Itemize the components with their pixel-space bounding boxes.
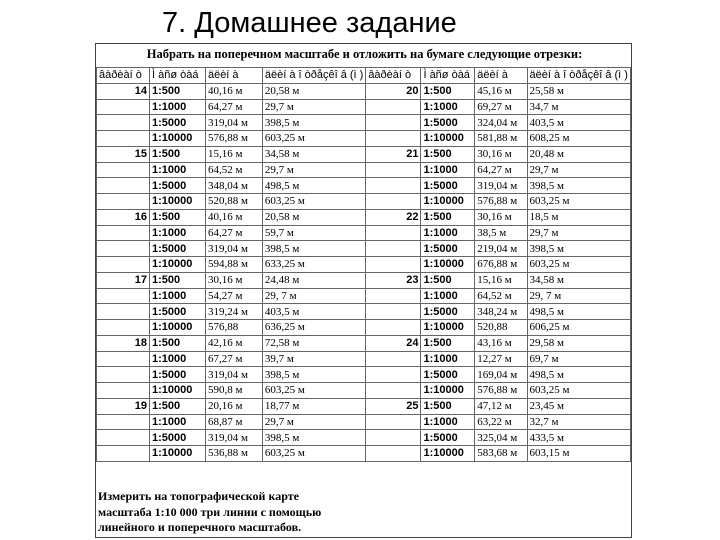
segment-length-2: 29,7 м	[262, 99, 365, 115]
scale-value: 1:500	[150, 83, 206, 99]
segment-length-2: 603,25 м	[527, 257, 631, 273]
segment-length-2: 606,25 м	[527, 320, 631, 336]
variant-number	[366, 351, 421, 367]
segment-length-2: 29,7 м	[262, 162, 365, 178]
variant-number: 25	[366, 398, 421, 414]
scale-value: 1:5000	[421, 304, 475, 320]
variant-number	[97, 194, 150, 210]
variant-number	[366, 414, 421, 430]
segment-length-2: 433,5 м	[527, 430, 631, 446]
table-row	[97, 430, 631, 446]
segment-length-2: 398,5 м	[262, 241, 365, 257]
scale-value: 1:1000	[150, 288, 206, 304]
segment-length-2: 20,58 м	[262, 83, 365, 99]
table-row	[97, 131, 631, 147]
table-row	[97, 304, 631, 320]
table-row	[97, 194, 631, 210]
scale-value: 1:5000	[150, 430, 206, 446]
variant-number: 15	[97, 146, 150, 162]
segment-length-1: 69,27 м	[475, 99, 527, 115]
scale-value: 1:10000	[421, 383, 475, 399]
variant-number	[366, 178, 421, 194]
header-scale-right: Ì àñø òàá	[421, 68, 475, 84]
segment-length-2: 603,25 м	[262, 383, 365, 399]
header-scale-left: Ì àñø òàá	[150, 68, 206, 84]
table-row	[97, 115, 631, 131]
segment-length-1: 348,24 м	[475, 304, 527, 320]
variant-number	[97, 304, 150, 320]
table-row	[97, 146, 631, 162]
variant-number	[97, 99, 150, 115]
variant-number	[97, 351, 150, 367]
segment-length-1: 15,16 м	[205, 146, 262, 162]
variant-number: 16	[97, 209, 150, 225]
assignment-heading: Набрать на поперечном масштабе и отложить на бумаге следующие отрезки:	[146, 47, 583, 61]
page-title: 7. Домашнее задание	[162, 7, 457, 39]
segment-length-1: 325,04 м	[475, 430, 527, 446]
segment-length-1: 64,27 м	[205, 99, 262, 115]
variant-number	[97, 383, 150, 399]
segment-length-2: 603,25 м	[262, 194, 365, 210]
header-length-left: äëèí à	[205, 68, 262, 84]
measurement-task: Измерить на топографической карте масштаба 1:10 000 три линии с помощью линейного и поперечного масштабов.	[98, 489, 322, 534]
segment-length-2: 18,5 м	[527, 209, 631, 225]
scale-value: 1:10000	[150, 320, 206, 336]
scale-value: 1:500	[421, 398, 475, 414]
variant-number	[97, 414, 150, 430]
segment-length-2: 29,58 м	[527, 335, 631, 351]
variant-number: 22	[366, 209, 421, 225]
segment-length-2: 498,5 м	[262, 178, 365, 194]
segment-length-2: 34,58 м	[262, 146, 365, 162]
segment-length-1: 583,68 м	[475, 446, 527, 462]
table-row	[97, 272, 631, 288]
variant-number	[366, 367, 421, 383]
variant-number	[97, 446, 150, 462]
table-row	[97, 99, 631, 115]
segment-length-1: 581,88 м	[475, 131, 527, 147]
scale-value: 1:5000	[150, 367, 206, 383]
segment-length-1: 20,16 м	[205, 398, 262, 414]
header-segment-lengths-right: äëèí à î òðåçêî â (ì )	[527, 68, 631, 84]
scale-value: 1:500	[150, 209, 206, 225]
segment-length-2: 603,25 м	[262, 131, 365, 147]
variant-number	[97, 430, 150, 446]
variant-number	[366, 320, 421, 336]
table-row	[97, 178, 631, 194]
scale-value: 1:10000	[421, 131, 475, 147]
variant-number	[366, 430, 421, 446]
segment-length-1: 40,16 м	[205, 83, 262, 99]
scale-value: 1:10000	[421, 320, 475, 336]
segment-length-2: 603,25 м	[527, 194, 631, 210]
segments-table	[96, 67, 631, 462]
segment-length-2: 23,45 м	[527, 398, 631, 414]
table-row	[97, 257, 631, 273]
segment-length-2: 29,7 м	[262, 414, 365, 430]
assignment-sheet	[95, 43, 632, 538]
segment-length-1: 64,27 м	[475, 162, 527, 178]
segment-length-1: 12,27 м	[475, 351, 527, 367]
segment-length-2: 398,5 м	[527, 241, 631, 257]
variant-number	[97, 241, 150, 257]
scale-value: 1:500	[150, 335, 206, 351]
scale-value: 1:5000	[421, 115, 475, 131]
segment-length-2: 18,77 м	[262, 398, 365, 414]
variant-number	[97, 115, 150, 131]
variant-number: 14	[97, 83, 150, 99]
segment-length-1: 536,88 м	[205, 446, 262, 462]
segment-length-2: 398,5 м	[527, 178, 631, 194]
segment-length-1: 576,88 м	[205, 131, 262, 147]
segment-length-1: 43,16 м	[475, 335, 527, 351]
variant-number	[366, 288, 421, 304]
header-length-right: äëèí à	[475, 68, 527, 84]
table-row	[97, 162, 631, 178]
scale-value: 1:500	[150, 146, 206, 162]
segment-length-2: 498,5 м	[527, 304, 631, 320]
segment-length-2: 34,7 м	[527, 99, 631, 115]
scale-value: 1:5000	[421, 430, 475, 446]
segment-length-1: 520,88	[475, 320, 527, 336]
variant-number	[97, 225, 150, 241]
segment-length-2: 603,15 м	[527, 446, 631, 462]
scale-value: 1:10000	[150, 194, 206, 210]
scale-value: 1:500	[421, 209, 475, 225]
scale-value: 1:1000	[421, 414, 475, 430]
segment-length-1: 47,12 м	[475, 398, 527, 414]
scale-value: 1:10000	[421, 257, 475, 273]
scale-value: 1:500	[421, 335, 475, 351]
scale-value: 1:5000	[421, 241, 475, 257]
header-variant-left: âàðèàí ò	[97, 68, 150, 84]
segment-length-1: 576,88 м	[475, 194, 527, 210]
table-row	[97, 225, 631, 241]
scale-value: 1:5000	[150, 241, 206, 257]
table-row	[97, 83, 631, 99]
segment-length-2: 29,7 м	[527, 225, 631, 241]
segment-length-1: 319,04 м	[475, 178, 527, 194]
variant-number: 18	[97, 335, 150, 351]
segment-length-2: 25,58 м	[527, 83, 631, 99]
table-row	[97, 398, 631, 414]
variant-number: 20	[366, 83, 421, 99]
segment-length-1: 54,27 м	[205, 288, 262, 304]
segment-length-1: 520,88 м	[205, 194, 262, 210]
segment-length-2: 72,58 м	[262, 335, 365, 351]
segment-length-2: 603,25 м	[527, 383, 631, 399]
segment-length-1: 64,52 м	[205, 162, 262, 178]
segment-length-1: 594,88 м	[205, 257, 262, 273]
segment-length-1: 63,22 м	[475, 414, 527, 430]
segment-length-1: 64,27 м	[205, 225, 262, 241]
scale-value: 1:500	[150, 398, 206, 414]
segment-length-2: 34,58 м	[527, 272, 631, 288]
scale-value: 1:10000	[150, 257, 206, 273]
segment-length-2: 636,25 м	[262, 320, 365, 336]
table-row	[97, 383, 631, 399]
variant-number	[97, 367, 150, 383]
scale-value: 1:1000	[150, 225, 206, 241]
variant-number	[366, 131, 421, 147]
scale-value: 1:5000	[150, 304, 206, 320]
variant-number	[366, 257, 421, 273]
variant-number	[366, 383, 421, 399]
scale-value: 1:1000	[421, 225, 475, 241]
variant-number	[366, 446, 421, 462]
segment-length-2: 603,25 м	[262, 446, 365, 462]
table-row	[97, 209, 631, 225]
scale-value: 1:500	[421, 146, 475, 162]
segment-length-1: 169,04 м	[475, 367, 527, 383]
segment-length-1: 348,04 м	[205, 178, 262, 194]
segment-length-1: 68,87 м	[205, 414, 262, 430]
segment-length-1: 590,8 м	[205, 383, 262, 399]
segment-length-2: 29, 7 м	[262, 288, 365, 304]
variant-number	[366, 241, 421, 257]
header-segment-lengths-left: äëèí à î òðåçêî â (ì )	[262, 68, 365, 84]
scale-value: 1:1000	[150, 414, 206, 430]
table-row	[97, 446, 631, 462]
segment-length-2: 608,25 м	[527, 131, 631, 147]
segment-length-2: 403,5 м	[262, 304, 365, 320]
scale-value: 1:1000	[421, 351, 475, 367]
header-variant-right: âàðèàí ò	[366, 68, 421, 84]
segment-length-1: 30,16 м	[205, 272, 262, 288]
scale-value: 1:1000	[421, 99, 475, 115]
segment-length-2: 403,5 м	[527, 115, 631, 131]
segment-length-2: 69,7 м	[527, 351, 631, 367]
segment-length-2: 39,7 м	[262, 351, 365, 367]
variant-number	[366, 99, 421, 115]
segment-length-1: 64,52 м	[475, 288, 527, 304]
variant-number: 17	[97, 272, 150, 288]
segment-length-1: 45,16 м	[475, 83, 527, 99]
table-header-row	[97, 68, 631, 84]
scale-value: 1:500	[421, 272, 475, 288]
scale-value: 1:5000	[150, 178, 206, 194]
segment-length-1: 38,5 м	[475, 225, 527, 241]
variant-number: 19	[97, 398, 150, 414]
scale-value: 1:5000	[421, 178, 475, 194]
segment-length-2: 20,58 м	[262, 209, 365, 225]
scale-value: 1:10000	[150, 383, 206, 399]
segment-length-2: 59,7 м	[262, 225, 365, 241]
scale-value: 1:500	[150, 272, 206, 288]
variant-number	[366, 194, 421, 210]
scale-value: 1:10000	[421, 194, 475, 210]
segment-length-1: 42,16 м	[205, 335, 262, 351]
variant-number: 24	[366, 335, 421, 351]
segment-length-2: 398,5 м	[262, 367, 365, 383]
segment-length-1: 30,16 м	[475, 209, 527, 225]
scale-value: 1:1000	[150, 162, 206, 178]
table-row	[97, 367, 631, 383]
segment-length-2: 498,5 м	[527, 367, 631, 383]
table-row	[97, 288, 631, 304]
table-row	[97, 241, 631, 257]
scale-value: 1:1000	[421, 288, 475, 304]
segment-length-1: 319,04 м	[205, 115, 262, 131]
segment-length-1: 319,24 м	[205, 304, 262, 320]
segment-length-1: 319,04 м	[205, 367, 262, 383]
variant-number	[97, 131, 150, 147]
variant-number	[97, 257, 150, 273]
segment-length-1: 676,88 м	[475, 257, 527, 273]
segment-length-1: 324,04 м	[475, 115, 527, 131]
variant-number: 21	[366, 146, 421, 162]
segment-length-1: 576,88 м	[475, 383, 527, 399]
variant-number	[366, 225, 421, 241]
variant-number	[97, 178, 150, 194]
segment-length-1: 219,04 м	[475, 241, 527, 257]
scale-value: 1:5000	[421, 367, 475, 383]
scale-value: 1:5000	[150, 115, 206, 131]
scale-value: 1:10000	[150, 446, 206, 462]
scale-value: 1:500	[421, 83, 475, 99]
table-row	[97, 320, 631, 336]
variant-number	[366, 304, 421, 320]
segment-length-1: 40,16 м	[205, 209, 262, 225]
segment-length-1: 319,04 м	[205, 430, 262, 446]
scale-value: 1:1000	[421, 162, 475, 178]
table-row	[97, 335, 631, 351]
segment-length-1: 67,27 м	[205, 351, 262, 367]
variant-number	[97, 288, 150, 304]
segment-length-2: 32,7 м	[527, 414, 631, 430]
scale-value: 1:10000	[150, 131, 206, 147]
scale-value: 1:10000	[421, 446, 475, 462]
segment-length-2: 398,5 м	[262, 115, 365, 131]
variant-number	[97, 162, 150, 178]
segment-length-2: 29,7 м	[527, 162, 631, 178]
segment-length-2: 24,48 м	[262, 272, 365, 288]
variant-number	[97, 320, 150, 336]
variant-number: 23	[366, 272, 421, 288]
variant-number	[366, 162, 421, 178]
table-row	[97, 351, 631, 367]
segment-length-2: 633,25 м	[262, 257, 365, 273]
segment-length-2: 398,5 м	[262, 430, 365, 446]
segment-length-1: 319,04 м	[205, 241, 262, 257]
segment-length-1: 15,16 м	[475, 272, 527, 288]
scale-value: 1:1000	[150, 351, 206, 367]
segment-length-1: 576,88	[205, 320, 262, 336]
table-row	[97, 414, 631, 430]
segment-length-2: 20,48 м	[527, 146, 631, 162]
segment-length-2: 29, 7 м	[527, 288, 631, 304]
segment-length-1: 30,16 м	[475, 146, 527, 162]
scale-value: 1:1000	[150, 99, 206, 115]
variant-number	[366, 115, 421, 131]
